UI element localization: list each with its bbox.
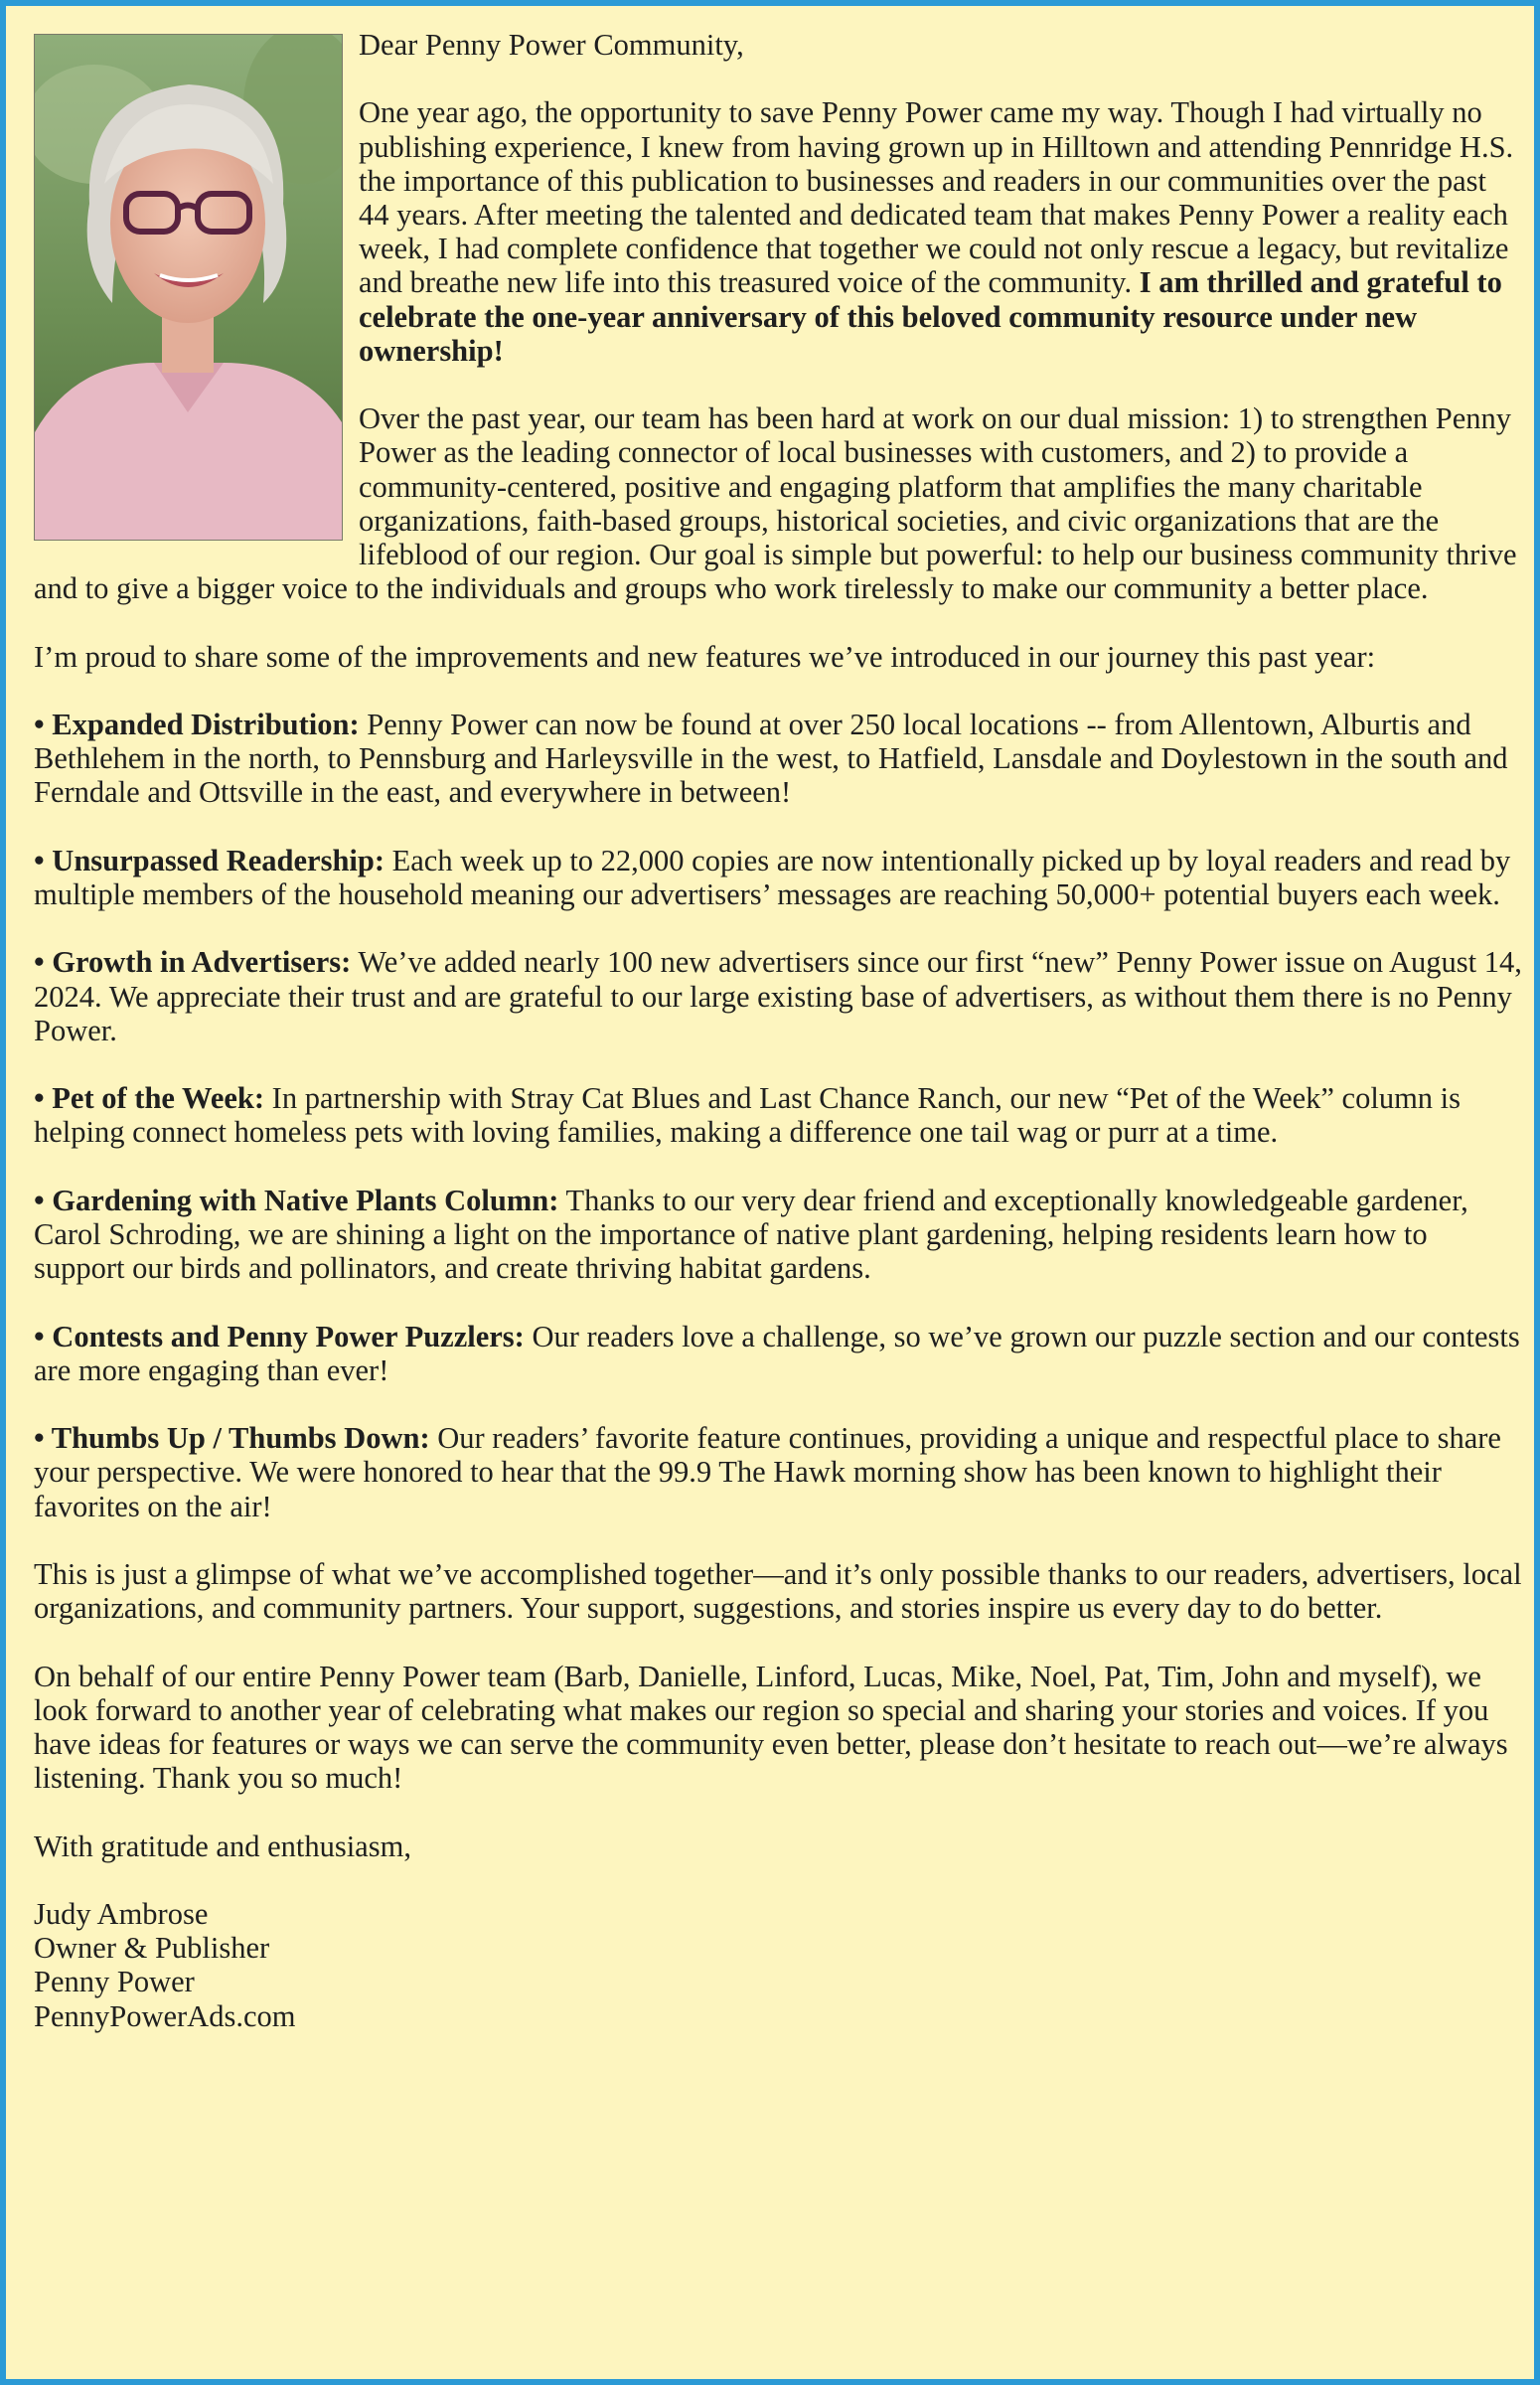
feature-text: We’ve added nearly 100 new advertisers since our first “new” Penny Power issue on August 14, 2024. We appreciate their trust and are grateful to our large existing base of advertisers, as without them there is no Penny Power. bbox=[34, 945, 1522, 1047]
salutation: Dear Penny Power Community, bbox=[359, 28, 744, 62]
feature-title: • Growth in Advertisers: bbox=[34, 945, 352, 980]
signoff: With gratitude and enthusiasm, bbox=[34, 1828, 411, 1863]
feature-title: • Pet of the Week: bbox=[34, 1081, 265, 1116]
paragraph-thanks: This is just a glimpse of what we’ve accomplished together—and it’s only possible thanks to our readers, advertisers, local organizations, and community partners. Your support, suggestions, and stories inspire us every day to do better. bbox=[34, 1556, 1522, 1626]
feature-title: • Thumbs Up / Thumbs Down: bbox=[34, 1421, 430, 1456]
letter-body bbox=[34, 28, 1524, 2033]
paragraph-intro-features: I’m proud to share some of the improvements and new features we’ve introduced in our journey this past year: bbox=[34, 639, 1376, 674]
signature-publication: Penny Power bbox=[34, 1965, 195, 1999]
feature-text: Our readers’ favorite feature continues, providing a unique and respectful place to share your perspective. We were honored to hear that the 99.9 The Hawk morning show has been known to highlight their favorites on the air! bbox=[34, 1421, 1501, 1523]
feature-item bbox=[34, 1320, 1524, 1387]
signature-name: Judy Ambrose bbox=[34, 1896, 209, 1931]
signature-role: Owner & Publisher bbox=[34, 1931, 270, 1966]
feature-title: • Gardening with Native Plants Column: bbox=[34, 1183, 559, 1217]
paragraph-mission: Over the past year, our team has been hard at work on our dual mission: 1) to strengthen Penny Power as the leading connector of local businesses with customers, and 2) to provide a community-centered, positive and engaging platform that amplifies the many charitable organizations, faith-based groups, historical societies, and civic organizations that are the lifeblood of our region. Our goal is simple but powerful: to help our business community thrive and to give a bigger voice to the individuals and groups who work tirelessly to make our community a better place. bbox=[34, 401, 1517, 606]
feature-title: • Contests and Penny Power Puzzlers: bbox=[34, 1319, 525, 1353]
signature-website: PennyPowerAds.com bbox=[34, 1998, 296, 2033]
feature-item bbox=[34, 1081, 1524, 1149]
paragraph-team: On behalf of our entire Penny Power team (Barb, Danielle, Linford, Lucas, Mike, Noel, Pat, Tim, John and myself), we look forward to another year of celebrating what makes our region so special and sharing your stories and voices. If you have ideas for features or ways we can serve the community even better, please don’t hesitate to reach out—we’re always listening. Thank you so much! bbox=[34, 1659, 1508, 1796]
feature-text: Each week up to 22,000 copies are now intentionally picked up by loyal readers and read by multiple members of the household meaning our advertisers’ messages are reaching 50,000+ potential buyers each week. bbox=[34, 843, 1511, 911]
paragraph-opening-bold: I am thrilled and grateful to celebrate the one-year anniversary of this beloved community resource under new ownership! bbox=[359, 265, 1502, 368]
feature-item bbox=[34, 1421, 1524, 1523]
feature-text: Thanks to our very dear friend and exceptionally knowledgeable gardener, Carol Schroding, we are shining a light on the importance of native plant gardening, helping residents learn how to support our birds and pollinators, and create thriving habitat gardens. bbox=[34, 1183, 1468, 1286]
feature-title: • Expanded Distribution: bbox=[34, 708, 360, 741]
feature-title: • Unsurpassed Readership: bbox=[34, 843, 385, 877]
feature-item bbox=[34, 708, 1524, 810]
author-photo bbox=[34, 34, 343, 541]
signature-block bbox=[34, 1897, 1524, 2033]
feature-item bbox=[34, 844, 1524, 911]
feature-item bbox=[34, 945, 1524, 1047]
feature-item bbox=[34, 1184, 1524, 1286]
feature-text: In partnership with Stray Cat Blues and Last Chance Ranch, our new “Pet of the Week” column is helping connect homeless pets with loving families, making a difference one tail wag or purr at a time. bbox=[34, 1081, 1462, 1150]
paragraph-opening-text: One year ago, the opportunity to save Penny Power came my way. Though I had virtually no publishing experience, I knew from having grown up in Hilltown and attending Pennridge H.S. the importance of this publication to businesses and readers in our communities over the past 44 years. After meeting the talented and dedicated team that makes Penny Power a reality each week, I had complete confidence that together we could not only rescue a legacy, but revitalize and breathe new life into this treasured voice of the community. bbox=[359, 95, 1514, 300]
feature-text: Penny Power can now be found at over 250 local locations -- from Allentown, Alburtis and Bethlehem in the north, to Pennsburg and Harleysville in the west, to Hatfield, Lansdale and Doylestown in the south and Ferndale and Ottsville in the east, and everywhere in between! bbox=[34, 708, 1508, 810]
feature-text: Our readers love a challenge, so we’ve grown our puzzle section and our contests are more engaging than ever! bbox=[34, 1319, 1520, 1387]
